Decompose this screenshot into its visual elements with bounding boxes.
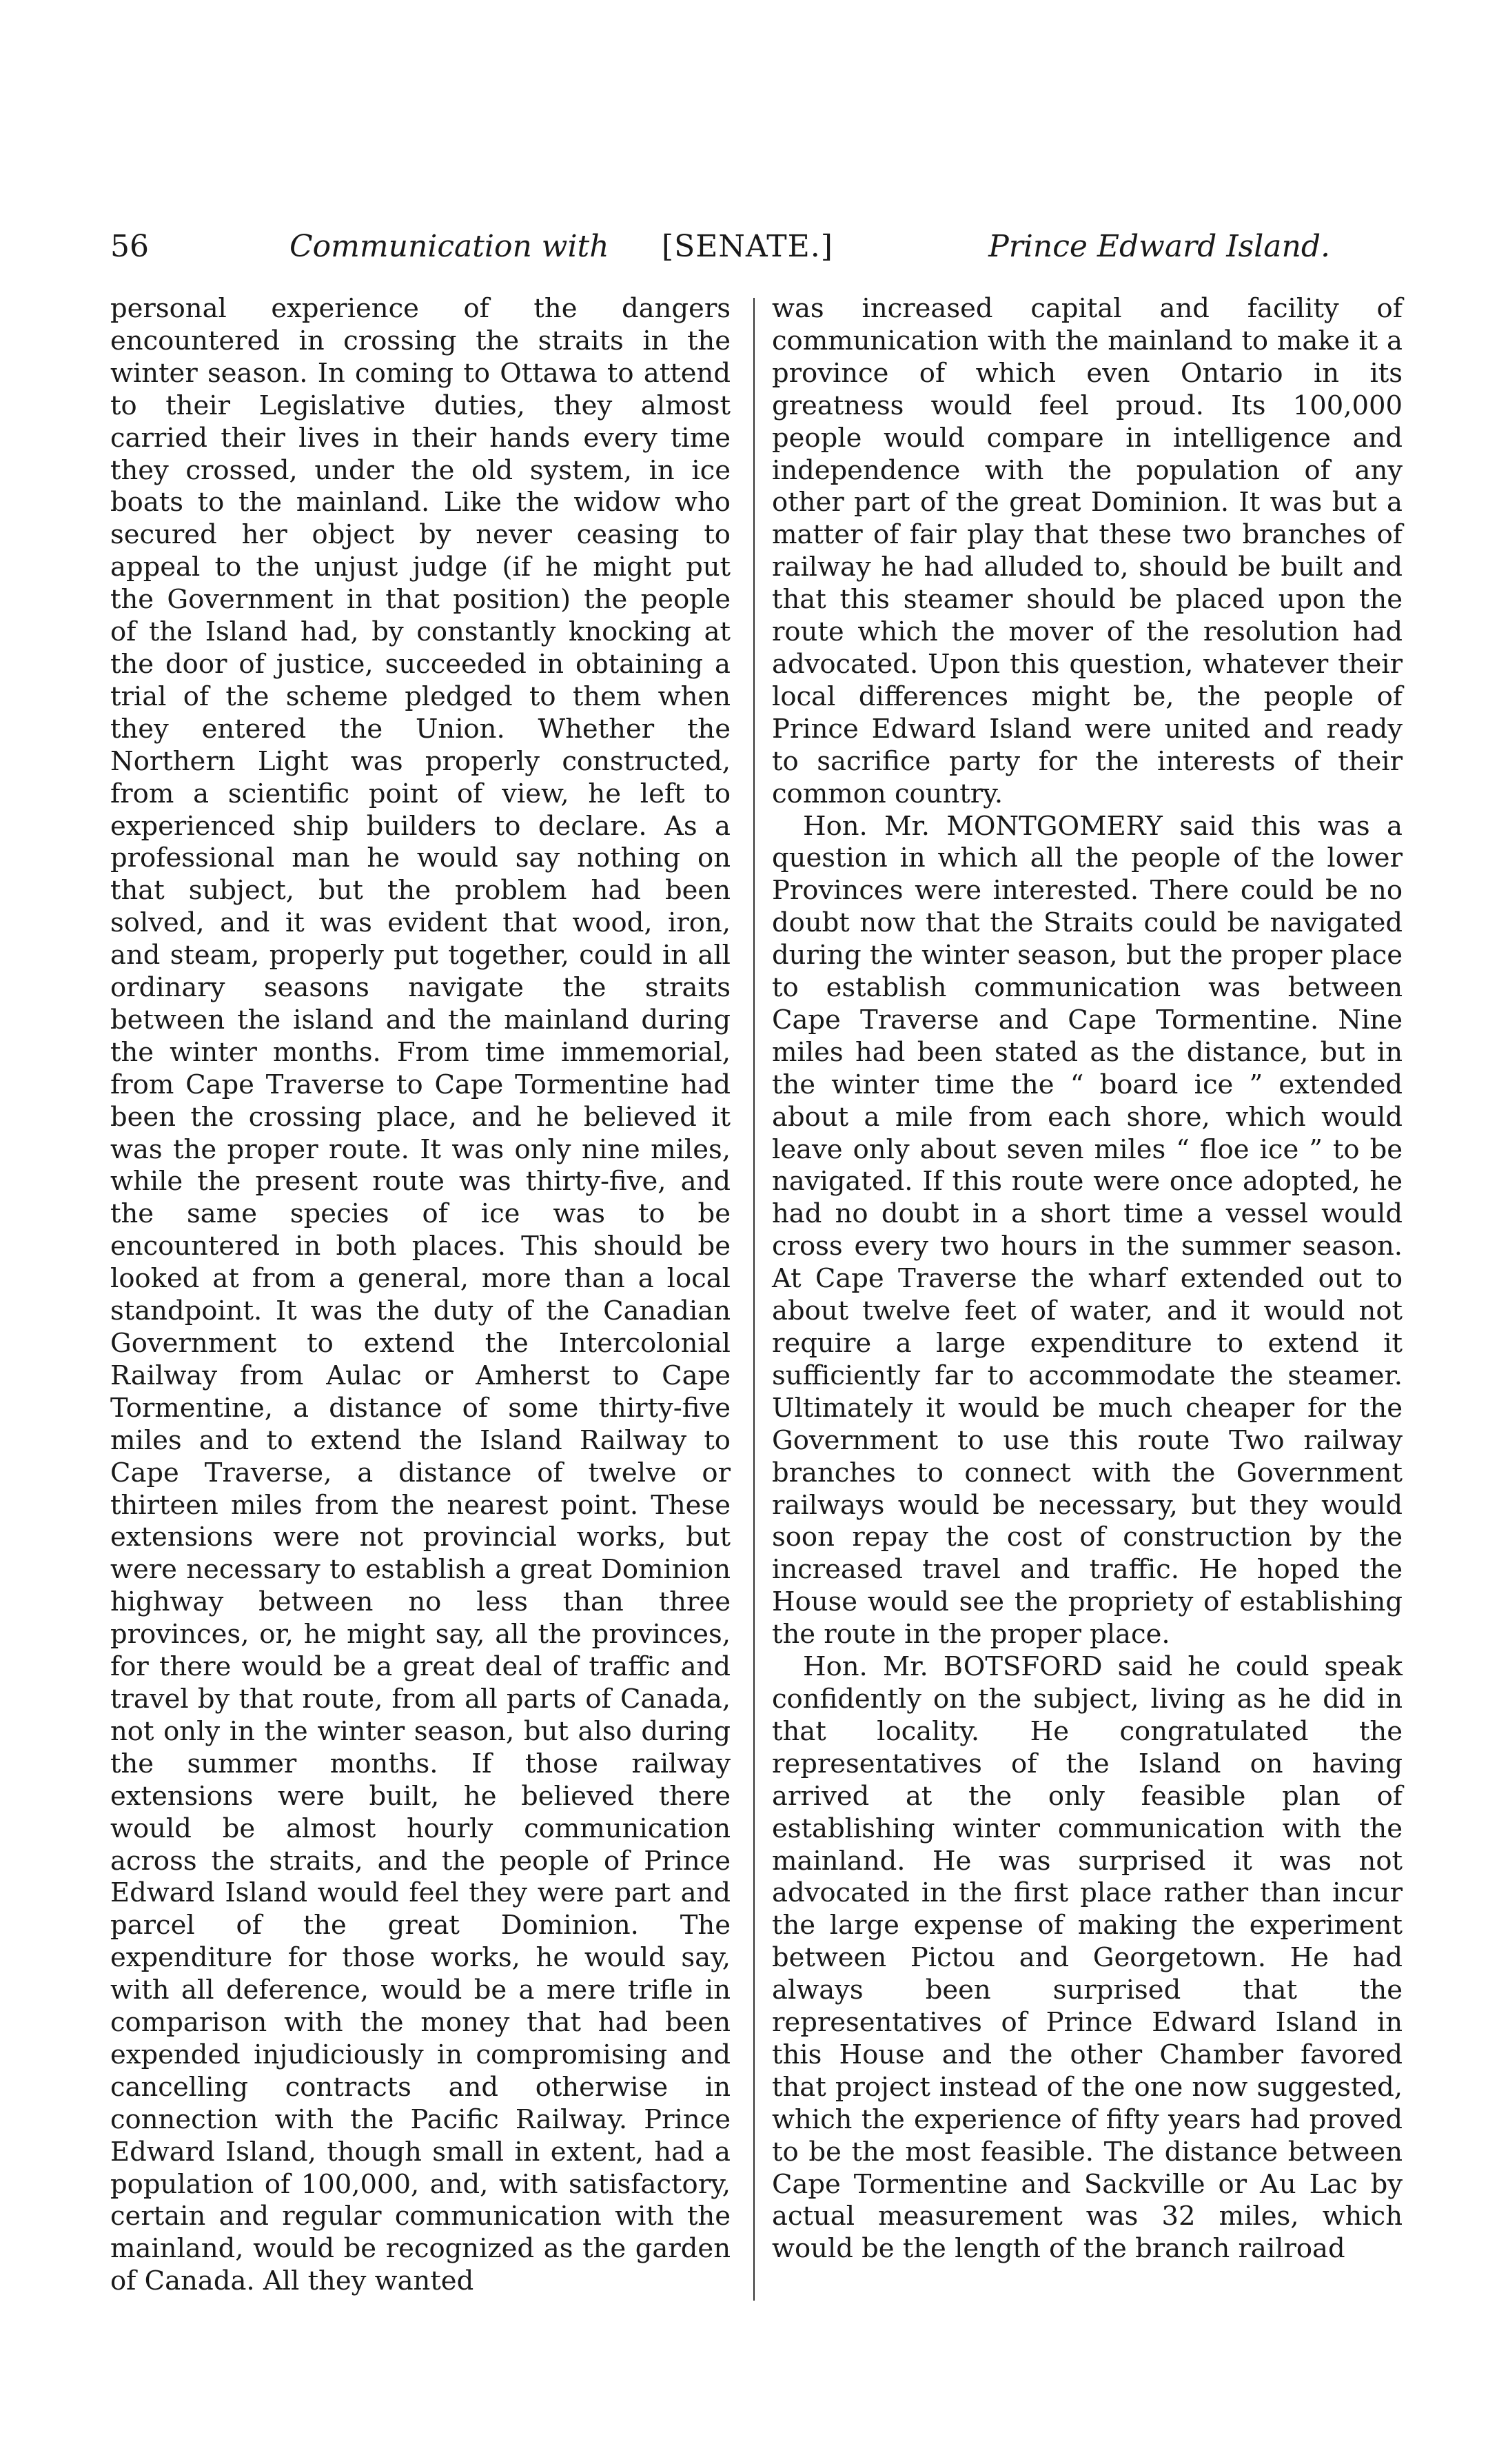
page-header bbox=[110, 219, 1330, 274]
running-head-right: Prince Edward Island. bbox=[988, 229, 1330, 264]
running-head-left: Communication with bbox=[289, 229, 609, 264]
paragraph: Hon. Mr. MONTGOMERY said this was a question in which all the people of the lower Provinces were interested. There could be no doubt now that the Straits could be navigated during the winter season, but the proper place to establish communication was between Cape Traverse and Cape Tormentine. Nine miles had been stated as the distance, but in the winter time the “ board ice ” extended about a mile from each shore, which would leave only about seven miles “ floe ice ” to be navigated. If this route were once adopted, he had no doubt in a short time a vessel would cross every two hours in the summer season. At Cape Traverse the wharf extended out to about twelve feet of water, and it would not require a large expenditure to extend it sufficiently far to accommodate the steamer. Ultimately it would be much cheaper for the Government to use this route Two railway branches to connect with the Government railways would be necessary, but they would soon repay the cost of construction by the increased travel and traffic. He hoped the House would see the propriety of establishing the route in the proper place. bbox=[772, 810, 1403, 1650]
right-column bbox=[772, 293, 1403, 2265]
paragraph: Hon. Mr. BOTSFORD said he could speak confidently on the subject, living as he did in that locality. He congratulated the representatives of the Island on having arrived at the only feasible plan of establishing winter communication with the mainland. He was surprised it was not advocated in the first place rather than incur the large expense of making the experiment between Pictou and Georgetown. He had always been surprised that the representatives of Prince Edward Island in this House and the other Chamber favored that project instead of the one now suggested, which the experience of fifty years had proved to be the most feasible. The distance between Cape Tormentine and Sackville or Au Lac by actual measurement was 32 miles, which would be the length of the branch railroad bbox=[772, 1651, 1403, 2265]
section-label: [SENATE.] bbox=[662, 229, 833, 264]
paragraph: personal experience of the dangers encountered in crossing the straits in the winter season. In coming to Ottawa to attend to their Legislative duties, they almost carried their lives in their hands every time they crossed, under the old system, in ice boats to the mainland. Like the widow who secured her object by never ceasing to appeal to the unjust judge (if he might put the Government in that position) the people of the Island had, by constantly knocking at the door of justice, succeeded in obtaining a trial of the scheme pledged to them when they entered the Union. Whether the Northern Light was properly constructed, from a scientific point of view, he left to experienced ship builders to declare. As a professional man he would say nothing on that subject, but the problem had been solved, and it was evident that wood, iron, and steam, properly put together, could in all ordinary seasons navigate the straits between the island and the mainland during the winter months. From time immemorial, from Cape Traverse to Cape Tormentine had been the crossing place, and he believed it was the proper route. It was only nine miles, while the present route was thirty-five, and the same species of ice was to be encountered in both places. This should be looked at from a general, more than a local standpoint. It was the duty of the Canadian Government to extend the Intercolonial Railway from Aulac or Amherst to Cape Tormentine, a distance of some thirty-five miles and to extend the Island Railway to Cape Traverse, a distance of twelve or thirteen miles from the nearest point. These extensions were not provincial works, but were necessary to establish a great Dominion highway between no less than three provinces, or, he might say, all the provinces, for there would be a great deal of traffic and travel by that route, from all parts of Canada, not only in the winter season, but also during the summer months. If those railway extensions were built, he believed there would be almost hourly communication across the straits, and the people of Prince Edward Island would feel they were part and parcel of the great Dominion. The expenditure for those works, he would say, with all deference, would be a mere trifle in comparison with the money that had been expended injudiciously in compromising and cancelling contracts and otherwise in connection with the Pacific Railway. Prince Edward Island, though small in extent, had a population of 100,000, and, with satisfactory, certain and regular communication with the mainland, would be recognized as the garden of Canada. All they wanted bbox=[110, 293, 731, 2297]
left-column bbox=[110, 293, 731, 2298]
page-number: 56 bbox=[110, 229, 149, 264]
paragraph: was increased capital and facility of communication with the mainland to make it a province of which even Ontario in its greatness would feel proud. Its 100,000 people would compare in intelligence and independence with the population of any other part of the great Dominion. It was but a matter of fair play that these two branches of railway he had alluded to, should be built and that this steamer should be placed upon the route which the mover of the resolution had advocated. Upon this question, whatever their local differences might be, the people of Prince Edward Island were united and ready to sacrifice party for the interests of their common country. bbox=[772, 293, 1403, 809]
column-divider bbox=[753, 298, 755, 2301]
